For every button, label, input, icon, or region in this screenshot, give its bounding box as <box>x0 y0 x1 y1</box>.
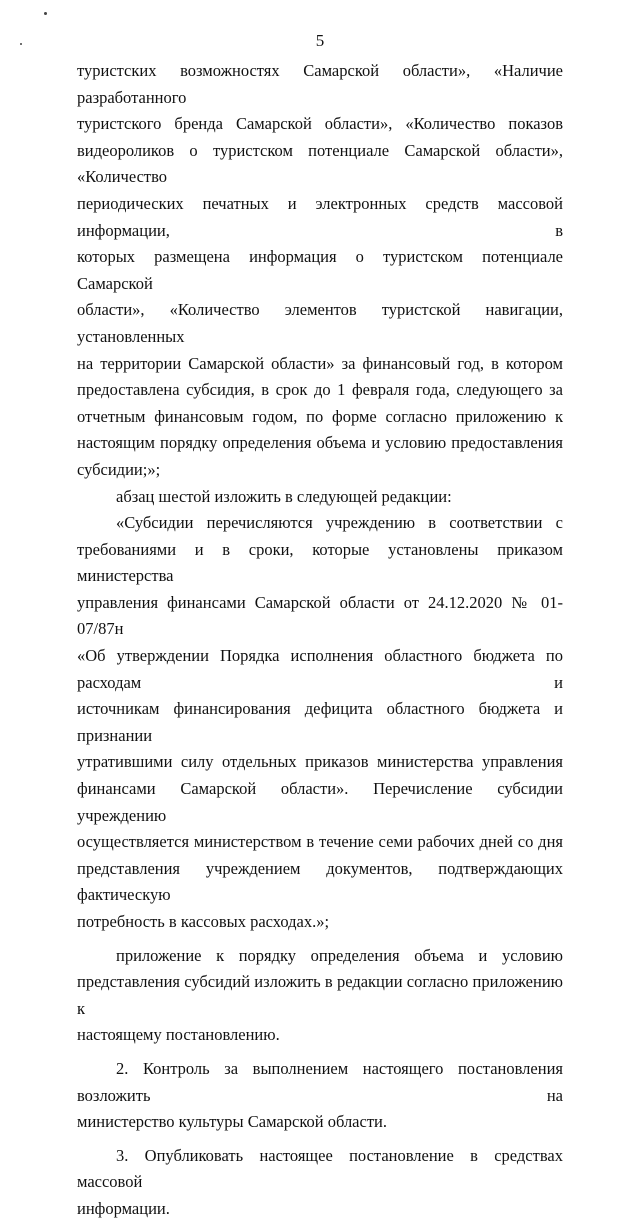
text-line: управления финансами Самарской области от 24.12.2020 № 01-07/87н <box>77 592 563 639</box>
text-line: представления учреждением документов, подтверждающих фактическую <box>77 858 563 905</box>
paragraph-item-3 <box>77 1143 563 1223</box>
text-line: представления субсидий изложить в редакции согласно приложению к <box>77 972 563 1018</box>
paragraph-item-2 <box>77 1056 563 1136</box>
paragraph-subsidy-transfer <box>77 510 563 936</box>
paragraph-criteria-continuation <box>77 58 563 484</box>
text-line: утратившими силу отдельных приказов министерства управления <box>77 752 563 772</box>
document-body <box>77 58 563 1223</box>
text-line: 3. Опубликовать настоящее постановление в средствах массовой <box>77 1145 563 1192</box>
text-line: информации. <box>77 1198 170 1218</box>
text-line: на территории Самарской области» за финансовый год, в котором <box>77 353 563 373</box>
paragraph-appendix <box>77 943 563 1049</box>
text-line: настоящим порядку определения объема и условию предоставления <box>77 433 563 453</box>
text-line: абзац шестой изложить в следующей редакции: <box>116 486 452 506</box>
text-line: туристских возможностях Самарской области», «Наличие разработанного <box>77 61 563 107</box>
text-line: 2. Контроль за выполнением настоящего постановления возложить на <box>77 1058 563 1105</box>
scan-speck <box>44 12 47 15</box>
text-line: «Об утверждении Порядка исполнения областного бюджета по расходам и <box>77 646 563 692</box>
text-line: туристского бренда Самарской области», «Количество показов <box>77 114 563 134</box>
text-line: области», «Количество элементов туристской навигации, установленных <box>77 300 563 346</box>
text-line: министерство культуры Самарской области. <box>77 1112 387 1132</box>
text-line: потребность в кассовых расходах.»; <box>77 912 330 931</box>
text-line: источникам финансирования дефицита областного бюджета и признании <box>77 699 563 745</box>
text-line: «Субсидии перечисляются учреждению в соответствии с <box>116 513 563 533</box>
text-line: предоставлена субсидия, в срок до 1 февраля года, следующего за <box>77 380 563 400</box>
paragraph-instruction <box>77 484 563 511</box>
text-line: настоящему постановлению. <box>77 1025 280 1045</box>
text-line: периодических печатных и электронных средств массовой информации, в <box>77 193 563 240</box>
page-number: 5 <box>315 31 325 50</box>
text-line: финансами Самарской области». Перечисление субсидии учреждению <box>77 779 563 825</box>
text-line: субсидии;»; <box>77 459 161 479</box>
text-line: приложение к порядку определения объема и условию <box>116 945 563 965</box>
text-line: видеороликов о туристском потенциале Самарской области», «Количество <box>77 140 563 187</box>
text-line: требованиями и в сроки, которые установлены приказом министерства <box>77 539 563 586</box>
text-line: отчетным финансовым годом, по форме согласно приложению к <box>77 406 563 426</box>
text-line: осуществляется министерством в течение семи рабочих дней со дня <box>77 832 563 852</box>
text-line: которых размещена информация о туристском потенциале Самарской <box>77 247 563 293</box>
